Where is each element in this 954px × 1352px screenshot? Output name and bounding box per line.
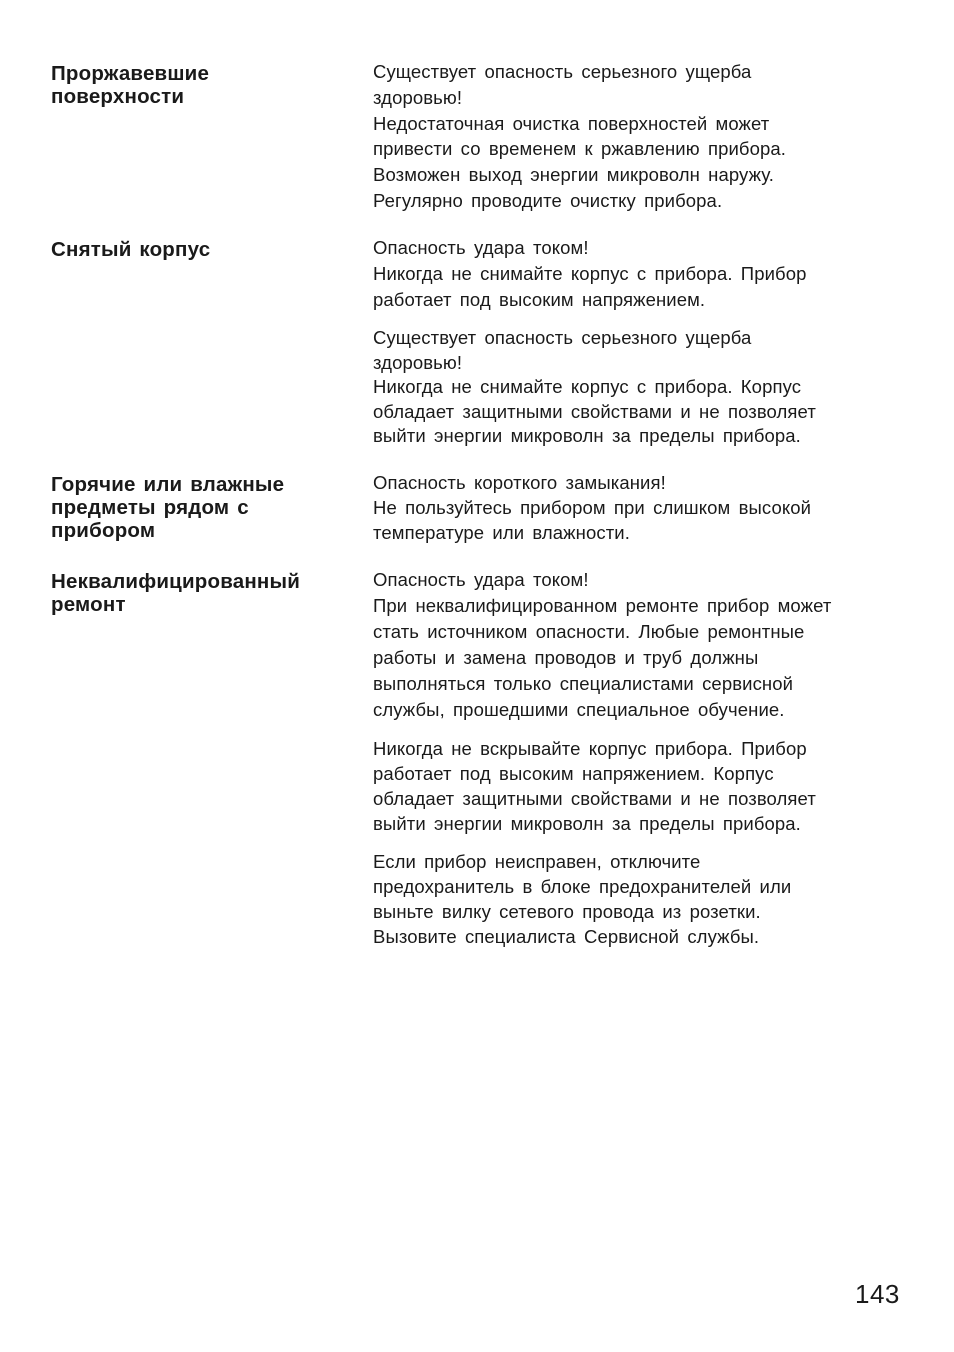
text-line: Вызовите специалиста Сервисной службы. (373, 926, 760, 947)
text-line: Никогда не вскрывайте корпус прибора. Прибор (373, 738, 807, 759)
text-line: Не пользуйтесь прибором при слишком высокой (373, 497, 812, 518)
paragraph (373, 59, 913, 214)
text-line: Никогда не снимайте корпус с прибора. Прибор (373, 262, 807, 284)
text-line: выйти энергии микроволн за пределы прибора. (373, 425, 801, 447)
text-line: При неквалифицированном ремонте прибор может (373, 595, 832, 616)
paragraph (373, 326, 913, 449)
text-line: Никогда не снимайте корпус с прибора. Корпус (373, 376, 802, 398)
text-line: выньте вилку сетевого провода из розетки. (373, 901, 761, 922)
heading-line: поверхности (51, 85, 185, 108)
text-line: службы, прошедшими специальное обучение. (373, 699, 785, 720)
section-body (373, 470, 913, 545)
heading-line: предметы рядом с (51, 496, 249, 519)
section-body (373, 59, 913, 214)
section-body (373, 567, 913, 723)
text-line: Опасность удара током! (373, 569, 589, 590)
text-line: Существует опасность серьезного ущерба (373, 61, 752, 82)
section-body (373, 736, 913, 836)
text-line: Недостаточная очистка поверхностей может (373, 112, 770, 134)
heading-line: Неквалифицированный (51, 570, 301, 593)
heading-line: Горячие или влажные (51, 473, 285, 496)
text-line: обладает защитными свойствами и не позволяет (373, 400, 816, 422)
text-line: работы и замена проводов и труб должны (373, 647, 759, 668)
page-number: 143 (855, 1279, 900, 1309)
text-line: предохранитель в блоке предохранителей или (373, 876, 792, 897)
text-line: выйти энергии микроволн за пределы прибора. (373, 813, 801, 834)
heading-line: Проржавевшие (51, 62, 210, 85)
section-heading (51, 473, 351, 542)
heading-line: прибором (51, 519, 156, 542)
text-line: здоровью! (373, 351, 463, 373)
text-line: Существует опасность серьезного ущерба (373, 327, 752, 348)
text-line: работает под высоким напряжением. (373, 288, 706, 310)
text-line: Если прибор неисправен, отключите (373, 851, 701, 872)
text-line: Опасность удара током! (373, 237, 589, 258)
text-line: работает под высоким напряжением. Корпус (373, 763, 774, 784)
section-heading (51, 238, 351, 261)
text-line: температуре или влажности. (373, 522, 630, 543)
text-line: здоровью! (373, 86, 463, 108)
paragraph (373, 736, 913, 836)
text-line: выполняться только специалистами сервисной (373, 673, 794, 694)
text-line: Опасность короткого замыкания! (373, 472, 666, 493)
text-line: обладает защитными свойствами и не позволяет (373, 788, 816, 809)
paragraph (373, 235, 913, 312)
section-body (373, 235, 913, 312)
paragraph (373, 470, 913, 545)
heading-line: ремонт (51, 593, 126, 616)
section-heading (51, 62, 351, 108)
text-line: Регулярно проводите очистку прибора. (373, 189, 723, 211)
heading-line: Снятый корпус (51, 238, 211, 261)
section-body (373, 326, 913, 449)
section-heading (51, 570, 351, 616)
text-line: привести со временем к ржавлению прибора. (373, 138, 786, 160)
section-body (373, 849, 913, 949)
text-line: Возможен выход энергии микроволн наружу. (373, 164, 775, 186)
paragraph (373, 567, 913, 723)
text-line: стать источником опасности. Любые ремонтные (373, 621, 805, 642)
paragraph (373, 849, 913, 949)
